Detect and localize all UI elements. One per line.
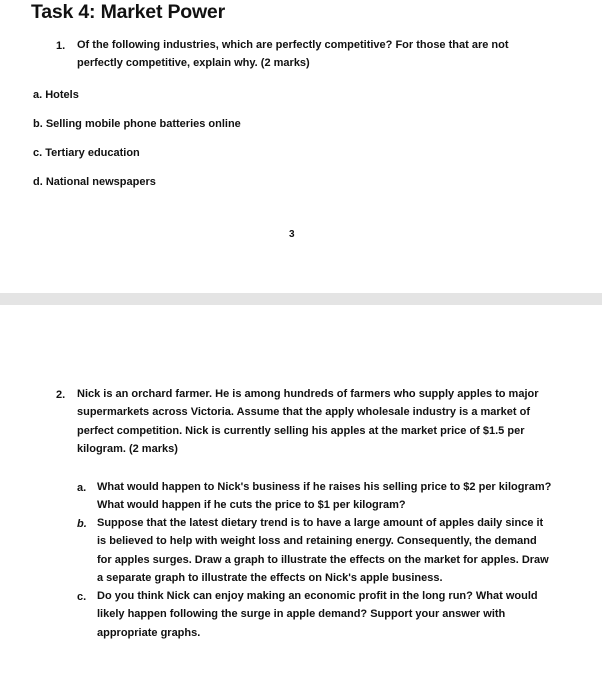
option-b: b. Selling mobile phone batteries online	[33, 118, 241, 130]
question-2-line-1: Nick is an orchard farmer. He is among hundreds of farmers who supply apples to major	[77, 388, 539, 400]
question-1-line-1: Of the following industries, which are perfectly competitive? For those that are not	[77, 39, 509, 51]
question-1-text	[77, 36, 509, 73]
subpart-b-line-2: is believed to help with weight loss and retaining energy. Consequently, the demand	[97, 535, 537, 548]
subpart-a-text	[97, 478, 557, 515]
question-2-line-2: supermarkets across Victoria. Assume that the apply wholesale industry is a market of	[77, 406, 531, 419]
subpart-b-label: b.	[77, 518, 87, 530]
subpart-c-text	[97, 587, 557, 642]
subpart-c-line-2: likely happen following the surge in apple demand? Support your answer with	[97, 608, 506, 621]
subpart-a-label: a.	[77, 482, 87, 494]
option-d: d. National newspapers	[33, 176, 156, 188]
subpart-b-line-3: for apples surges. Draw a graph to illustrate the effects on the market for apples. Draw	[97, 553, 549, 566]
question-1-number: 1.	[56, 40, 66, 52]
page-separator	[0, 293, 602, 305]
subpart-b-line-1: Suppose that the latest dietary trend is to have a large amount of apples daily since it	[97, 517, 544, 529]
option-c: c. Tertiary education	[33, 147, 140, 159]
question-2-line-3: perfect competition. Nick is currently selling his apples at the market price of $1.5 per	[77, 424, 525, 437]
question-2-line-4: kilogram. (2 marks)	[77, 443, 178, 456]
option-a: a. Hotels	[33, 89, 79, 101]
subpart-b-line-4: a separate graph to illustrate the effects on Nick's apple business.	[97, 572, 443, 585]
subpart-a-line-1: What would happen to Nick's business if he raises his selling price to $2 per kilogram?	[97, 481, 552, 493]
question-2-number: 2.	[56, 389, 66, 401]
subpart-b-text	[97, 514, 557, 588]
page-one	[0, 0, 602, 293]
subpart-a-line-2: What would happen if he cuts the price to $1 per kilogram?	[97, 499, 406, 512]
question-2-text	[77, 385, 557, 459]
subpart-c-line-1: Do you think Nick can enjoy making an economic profit in the long run? What would	[97, 590, 538, 602]
page-two	[0, 305, 602, 700]
subpart-c-line-3: appropriate graphs.	[97, 626, 201, 639]
task-title: Task 4: Market Power	[31, 1, 225, 23]
question-1-line-2: perfectly competitive, explain why. (2 marks)	[77, 57, 310, 70]
subpart-c-label: c.	[77, 591, 87, 603]
page-number: 3	[289, 229, 295, 240]
